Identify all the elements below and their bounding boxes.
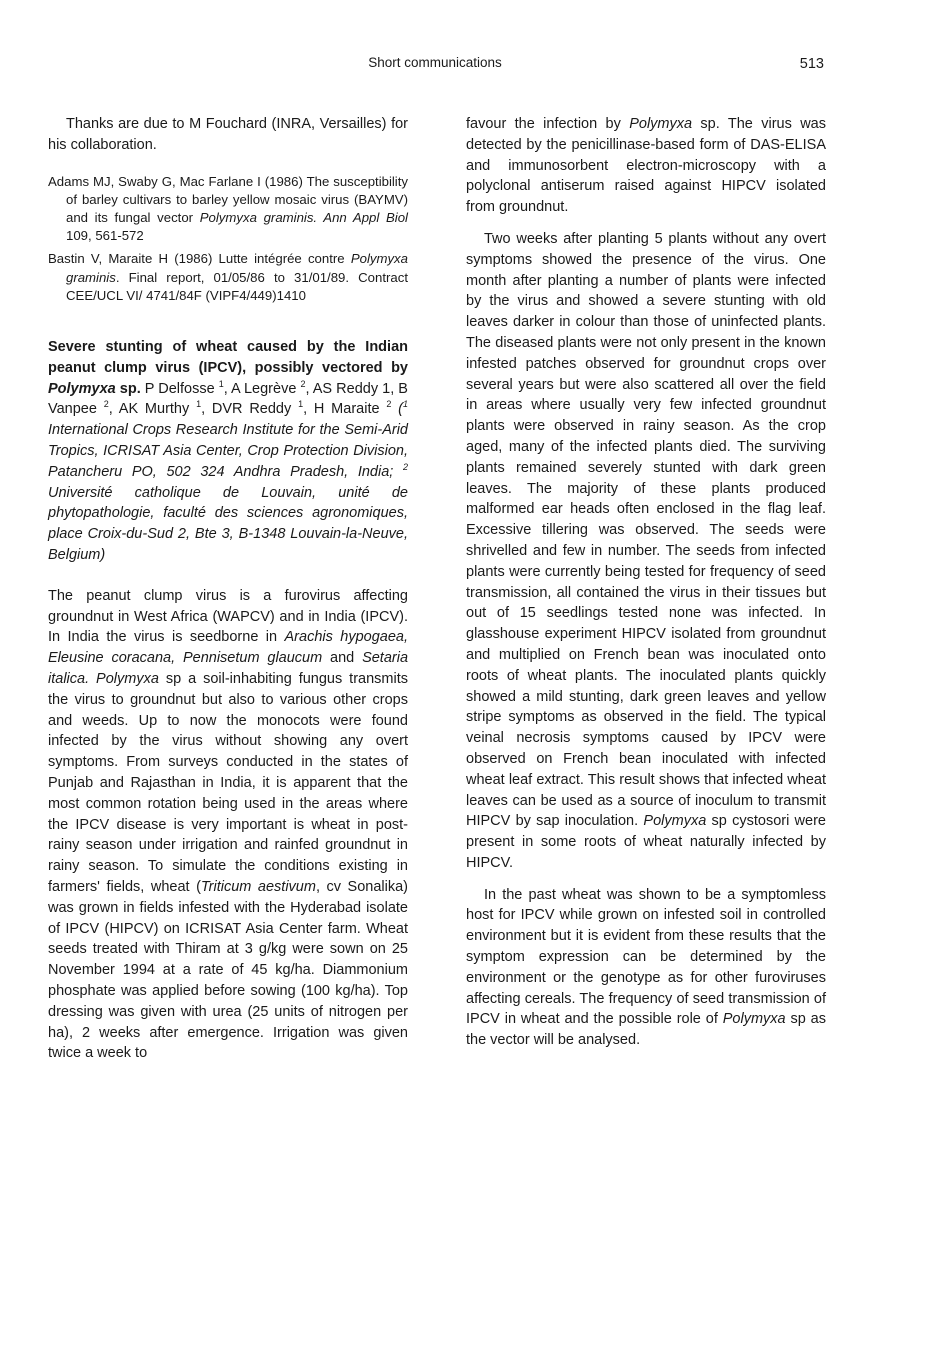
running-head [0,55,930,75]
running-title: Short communications [368,55,502,70]
body-paragraph-2: favour the infection by Polymyxa sp. The virus was detected by the penicillinase-based form of DAS-ELISA and immunosorbent electron-microscopy with a polyclonal antiserum raised against HIPCV isolated from groundnut. [466,116,826,216]
body-paragraph-3: Two weeks after planting 5 plants without any overt symptoms showed the presence of the virus. One month after planting a number of plants were infected by the virus and showed a severe stunting with old leaves darker in colour than those of uninfected plants. The diseased plants were not only present in the known infested patches observed for groundnut crops over several years but were also scattered all over the field in areas where usually very few infected groundnut plants were observed in rainy season. As the crop aged, many of the infected plants died. The surviving plants remained severely stunted with dark green leaves. The majority of these plants produced malformed ear heads often enclosed in the flag leaf. Excessive tillering was observed. The seeds were shrivelled and few in number. The seeds from infected plants were currently being tested for frequency of seed transmission, all contained the virus in their tissues but out of 15 seedlings tested none was infected. In glasshouse experiment HIPCV isolated from groundnut and multiplied on French bean was inoculated onto roots of wheat plants. The inoculated plants quickly showed a mild stunting, dark green leaves and yellow stripe symptoms as observed in the field. The typical veinal necrosis symptoms caused by IPCV were observed on French bean inoculated with infected wheat leaf extract. This result shows that infected wheat leaves can be used as a source of inoculum to transmit HIPCV by sap inoculation. Polymyxa sp cystosori were present in some roots of wheat naturally infected by HIPCV. [466,230,826,871]
left-column [48,114,408,1064]
body-paragraph-1: The peanut clump virus is a furovirus affecting groundnut in West Africa (WAPCV) and in India (IPCV). In India the virus is seedborne in Arachis hypogaea, Eleusine coracana, Pennisetum glaucum and Setaria italica. Polymyxa sp a soil-inhabiting fungus transmits the virus to groundnut but also to various other crops and weeds. Up to now the monocots were found infected by the virus without showing any overt symptoms. From surveys conducted in the states of Punjab and Rajasthan in India, it is apparent that the most common rotation being used in the areas where the IPCV disease is very important is wheat in post-rainy season under irrigation and rainfed groundnut in rainy season. To simulate the conditions existing in farmers' fields, wheat (Triticum aestivum, cv Sonalika) was grown in fields infested with the Hyderabad isolate of IPCV (HIPCV) on ICRISAT Asia Center farm. Wheat seeds treated with Thiram at 3 g/kg were sown on 25 November 1994 at a rate of 45 kg/ha. Diammonium phosphate was applied before sowing (100 kg/ha). Top dressing was given with urea (25 units of nitrogen per ha), 2 weeks after emergence. Irrigation was given twice a week to [48,587,409,1062]
article-affiliations: ($^1$ International Crops Research Institute for the Semi-Arid Tropics, ICRISAT Asia Center, Crop Protection Division, Patancheru PO, 502 324 Andhra Pradesh, India; $^2$ Université catholique de Louvain, unité de phytopathologie, faculté des sciences agronomiques, place Croix-du-Sud 2, Bte 3, B-1348 Louvain-la-Neuve, Belgium) [48,399,409,563]
article-title: Severe stunting of wheat caused by the Indian peanut clump virus (IPCV), possibly vectored by Polymyxa sp. [48,339,408,397]
reference-bastin: Bastin V, Maraite H (1986) Lutte intégrée contre Polymyxa graminis. Final report, 01/05/86 to 31/01/89. Contract CEE/UCL VI/ 4741/84F (VIPF4/449)1410 [48,251,408,303]
article-authors: P Delfosse $^1$, A Legrève $^2$, AS Reddy 1, B Vanpee $^2$, AK Murthy $^1$, DVR Reddy $^1$, H Maraite $^2$ [48,378,408,418]
reference-adams: Adams MJ, Swaby G, Mac Farlane I (1986) The susceptibility of barley cultivars to barley yellow mosaic virus (BAYMV) and its fungal vector Polymyxa graminis. Ann Appl Biol 109, 561-572 [48,173,408,244]
right-column [466,114,826,1051]
reference-list [48,173,408,305]
acknowledgement: Thanks are due to M Fouchard (INRA, Versailles) for his collaboration. [48,116,408,153]
article-heading [48,337,408,566]
page-number: 513 [799,56,824,72]
body-paragraph-4: In the past wheat was shown to be a symptomless host for IPCV while grown on infested soil in controlled environment but it is evident from these results that the symptom expression can be determined by the environment or the genotype as for other furoviruses affecting cereals. The frequency of seed transmission of IPCV in wheat and the possible role of Polymyxa sp as the vector will be analysed. [466,886,826,1049]
